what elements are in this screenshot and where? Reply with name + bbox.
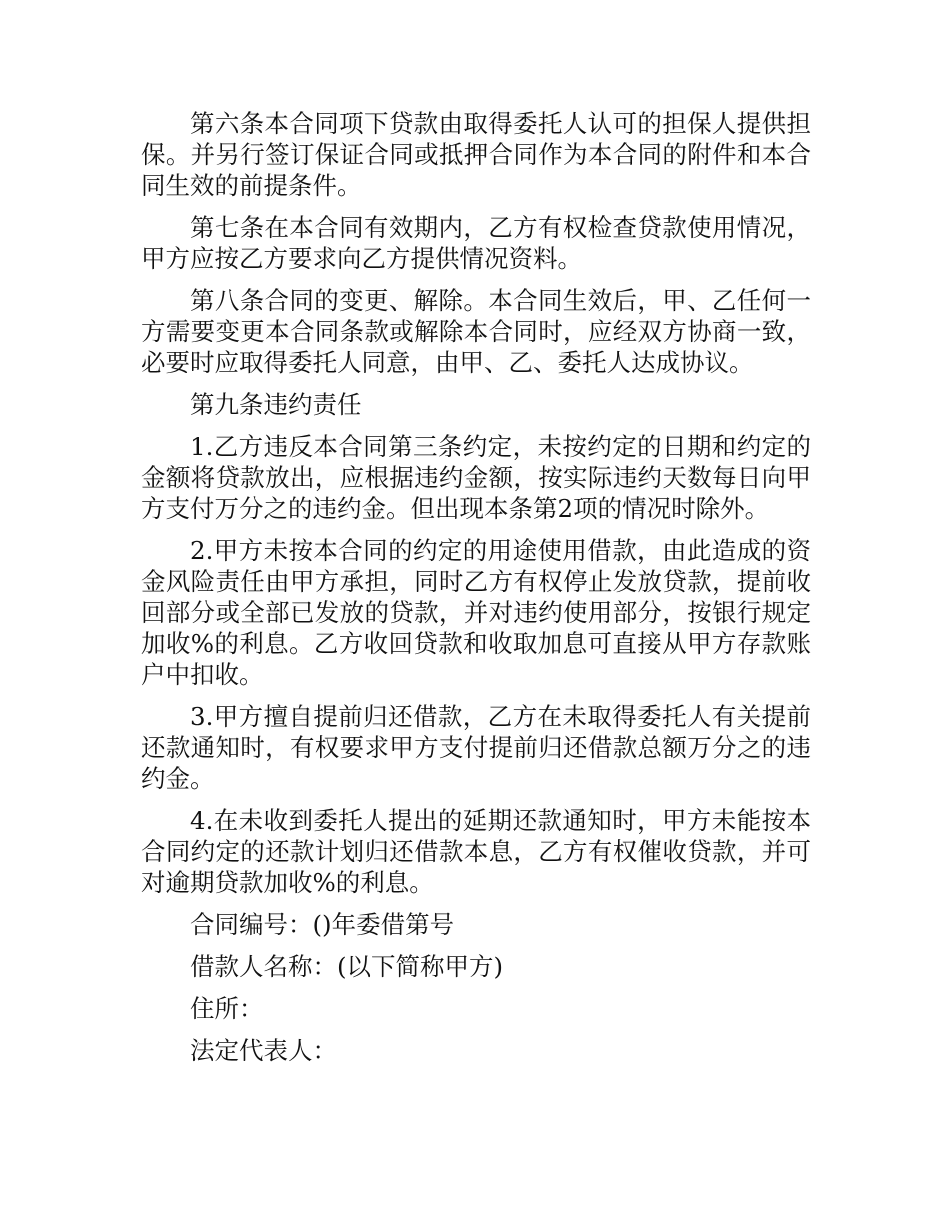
clause-3-paragraph: 3.甲方擅自提前归还借款，乙方在未取得委托人有关提前还款通知时，有权要求甲方支付提前归还借款总额万分之的违约金。 — [141, 702, 811, 793]
borrower-name-line: 借款人名称：(以下简称甲方) — [190, 952, 504, 981]
contract-number-line: 合同编号：()年委借第号 — [190, 910, 455, 939]
legal-representative-line: 法定代表人： — [190, 1036, 337, 1065]
clause-1-paragraph: 1.乙方违反本合同第三条约定，未按约定的日期和约定的金额将贷款放出，应根据违约金额，按实际违约天数每日向甲方支付万分之的违约金。但出现本条第2项的情况时除外。 — [141, 432, 811, 523]
article-7-paragraph: 第七条在本合同有效期内，乙方有权检查贷款使用情况，甲方应按乙方要求向乙方提供情况资料。 — [141, 213, 811, 273]
article-9-heading: 第九条违约责任 — [190, 390, 362, 419]
article-8-paragraph: 第八条合同的变更、解除。本合同生效后，甲、乙任何一方需要变更本合同条款或解除本合同时，应经双方协商一致，必要时应取得委托人同意，由甲、乙、委托人达成协议。 — [141, 286, 811, 377]
clause-2-paragraph: 2.甲方未按本合同的约定的用途使用借款，由此造成的资金风险责任由甲方承担，同时乙方有权停止发放贷款，提前收回部分或全部已发放的贷款，并对违约使用部分，按银行规定加收%的利息。乙方收回贷款和收取加息可直接从甲方存款账户中扣收。 — [141, 536, 811, 689]
clause-4-paragraph: 4.在未收到委托人提出的延期还款通知时，甲方未能按本合同约定的还款计划归还借款本息，乙方有权催收贷款，并可对逾期贷款加收%的利息。 — [141, 806, 811, 897]
address-line: 住所： — [190, 994, 264, 1023]
document-page — [141, 108, 811, 1077]
article-6-paragraph: 第六条本合同项下贷款由取得委托人认可的担保人提供担保。并另行签订保证合同或抵押合同作为本合同的附件和本合同生效的前提条件。 — [141, 109, 811, 200]
